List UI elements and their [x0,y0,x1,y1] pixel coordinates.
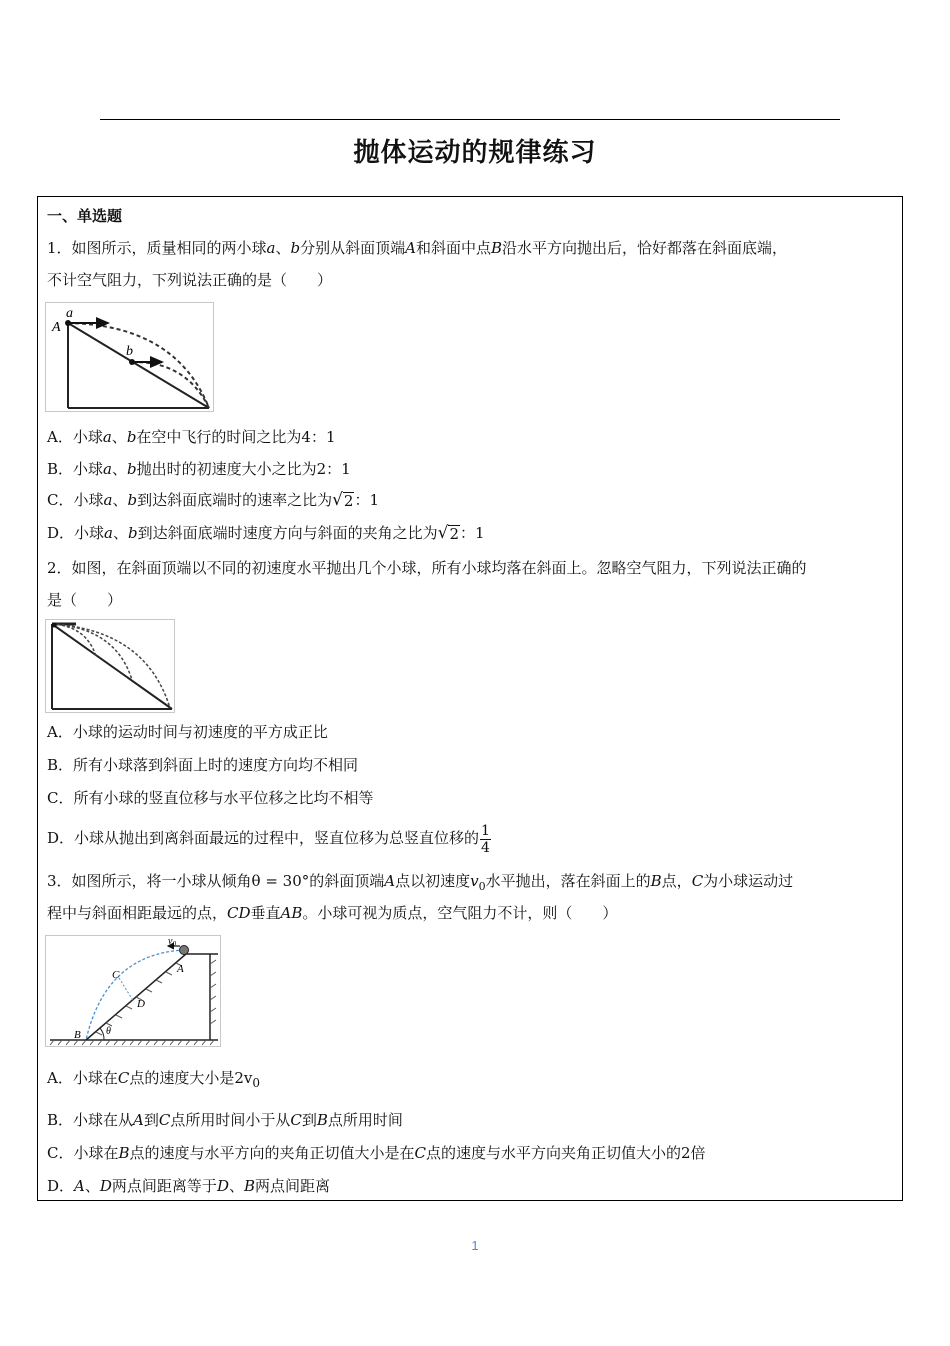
q2-stem-line1: 2．如图，在斜面顶端以不同的初速度水平抛出几个小球，所有小球均落在斜面上。忽略空气阻力，下列说法正确的 [47,559,807,577]
q1-figure [45,302,214,412]
q3-stem-line2: 程中与斜面相距最远的点，CD垂直AB。小球可视为质点，空气阻力不计，则（ ） [47,904,618,922]
header-rule [100,119,840,120]
q3-option-a[interactable]: A．小球在C点的速度大小是$2v_0$ [47,1069,260,1090]
q3-fig-label-theta: θ [106,1026,111,1037]
q3-option-c[interactable]: C．小球在B点的速度与水平方向的夹角正切值大小是在C点的速度与水平方向夹角正切值大小的2倍 [47,1144,706,1162]
page-number: 1 [471,1238,479,1253]
q3-option-b[interactable]: B．小球在从A到C点所用时间小于从C到B点所用时间 [47,1111,403,1129]
sqrt-symbol: √ 2 [437,523,460,543]
q3-option-d[interactable]: D．A、D两点间距离等于D、B两点间距离 [47,1177,331,1195]
q2-option-a[interactable]: A．小球的运动时间与初速度的平方成正比 [47,723,328,741]
document-title: 抛体运动的规律练习 [353,138,597,168]
q2-option-b[interactable]: B．所有小球落到斜面上时的速度方向均不相同 [47,756,359,774]
q2-option-c[interactable]: C．所有小球的竖直位移与水平位移之比均不相等 [47,789,374,807]
q2-stem-line2: 是（ ） [47,591,123,609]
q1-stem-line2: 不计空气阻力，下列说法正确的是（ ） [47,271,333,289]
q3-fig-label-v0: $v_0$ [168,936,176,948]
q1-stem-line1: 1．如图所示，质量相同的两小球a、b分别从斜面顶端A和斜面中点B沿水平方向抛出后，恰好都落在斜面底端， [47,239,788,257]
q2-option-d[interactable]: D．小球从抛出到离斜面最远的过程中，竖直位移为总竖直位移的 $\frac{1}{4}$ [47,822,490,856]
section-heading: 一、单选题 [47,207,123,225]
fraction: $\frac{1}{4}$ [481,822,490,856]
q3-fig-label-D: D [137,998,145,1010]
q1-fig-label-a: a [66,306,73,321]
q3-figure [45,935,221,1047]
q1-option-c[interactable]: C．小球a、b到达斜面底端时的速率之比为 √ 2 ：1 [47,490,380,510]
q3-fig-label-C: C [112,969,120,981]
q1-fig-label-A: A [52,320,61,335]
q3-stem-line1: 3．如图所示，将一小球从倾角θ = 30°的斜面顶端A点以初速度$v_0$水平抛出，落在斜面上的B点，C为小球运动过 [47,872,794,893]
q1-fig-label-b: b [126,344,133,359]
q3-fig-label-B: B [74,1029,81,1041]
q1-option-d[interactable]: D．小球a、b到达斜面底端时速度方向与斜面的夹角之比为 √ 2 ：1 [47,523,485,543]
q1-option-a[interactable]: A．小球a、b在空中飞行的时间之比为4：1 [47,428,336,446]
q3-fig-label-A: A [177,963,184,975]
sqrt-symbol: √ 2 [332,490,354,510]
q1-option-b[interactable]: B．小球a、b抛出时的初速度大小之比为2：1 [47,460,351,478]
q2-figure [45,619,175,713]
